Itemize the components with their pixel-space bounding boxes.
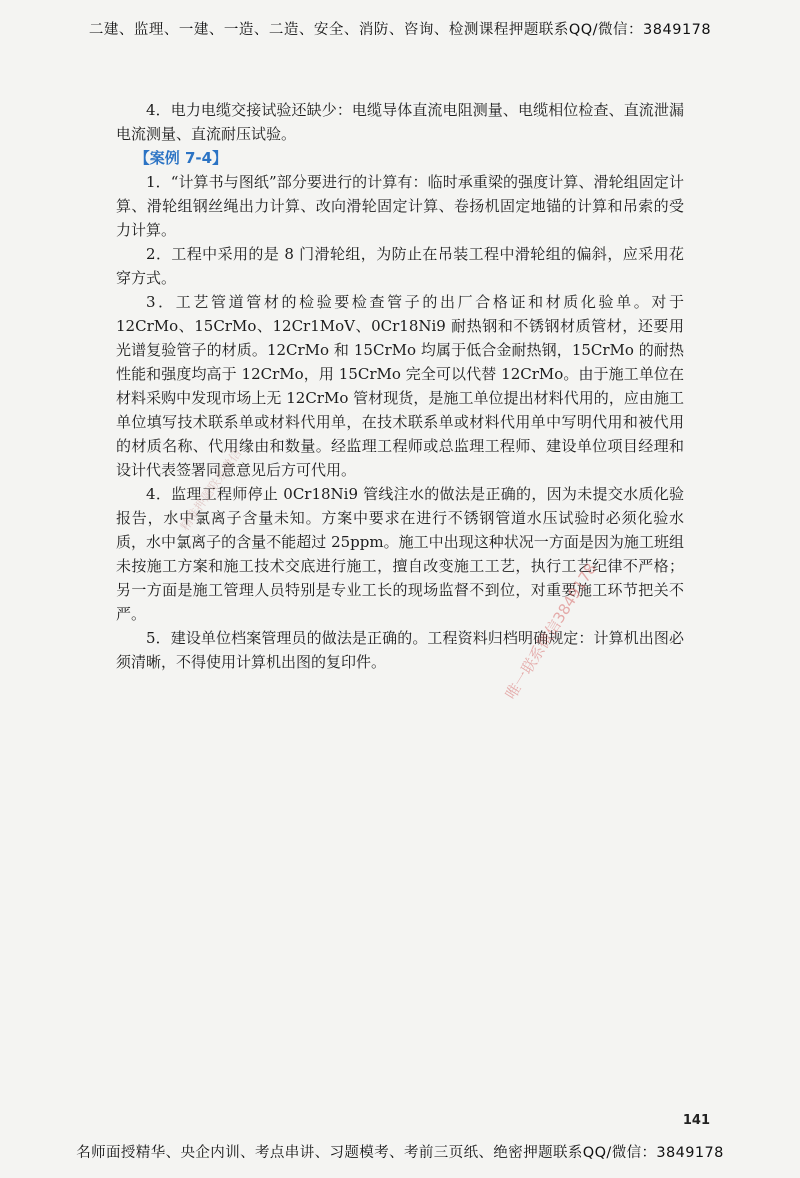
watermark-secondary: 精准押题联系微信: [177, 446, 245, 534]
watermark-primary: 唯一联系微信3849178: [501, 560, 601, 703]
answer-item-4: 4．监理工程师停止 0Cr18Ni9 管线注水的做法是正确的，因为未提交水质化验报告，水中氯离子含量未知。方案中要求在进行不锈钢管道水压试验时必须化验水质，水中氯离子的含量不能超过 25ppm。施工中出现这种状况一方面是因为施工班组未按施工方案和施工技术交底进行施工，擅自改变施工工艺，执行工艺纪律不严格；另一方面是施工管理人员特别是专业工长的现场监督不到位，对重要施工环节把关不严。: [116, 485, 684, 623]
intro-paragraph: 4．电力电缆交接试验还缺少：电缆导体直流电阻测量、电缆相位检查、直流泄漏电流测量、直流耐压试验。: [116, 101, 684, 143]
header-banner: 二建、监理、一建、一造、二造、安全、消防、咨询、检测课程押题联系QQ/微信：3849178: [88, 22, 712, 38]
answer-item-2: 2．工程中采用的是 8 门滑轮组，为防止在吊装工程中滑轮组的偏斜，应采用花穿方式。: [116, 245, 684, 287]
page-number: 141: [682, 1113, 710, 1128]
case-heading: 【案例 7-4】: [134, 149, 228, 167]
answer-item-1: 1．“计算书与图纸”部分要进行的计算有：临时承重梁的强度计算、滑轮组固定计算、滑轮组钢丝绳出力计算、改向滑轮固定计算、卷扬机固定地锚的计算和吊索的受力计算。: [116, 173, 684, 239]
page-body: [116, 98, 684, 674]
footer-banner: 名师面授精华、央企内训、考点串讲、习题模考、考前三页纸、绝密押题联系QQ/微信：3849178: [76, 1145, 724, 1161]
answer-item-3: 3．工艺管道管材的检验要检查管子的出厂合格证和材质化验单。对于 12CrMo、15CrMo、12Cr1MoV、0Cr18Ni9 耐热钢和不锈钢材质管材，还要用光谱复验管子的材质。12CrMo 和 15CrMo 均属于低合金耐热钢，15CrMo 的耐热性能和强度均高于 12CrMo，用 15CrMo 完全可以代替 12CrMo。由于施工单位在材料采购中发现市场上无 12CrMo 管材现货，是施工单位提出材料代用的，应由施工单位填写技术联系单或材料代用单，在技术联系单或材料代用单中写明代用和被代用的材质名称、代用缘由和数量。经监理工程师或总监理工程师、建设单位项目经理和设计代表签署同意意见后方可代用。: [116, 293, 684, 479]
answer-item-5: 5．建设单位档案管理员的做法是正确的。工程资料归档明确规定：计算机出图必须清晰，不得使用计算机出图的复印件。: [116, 629, 684, 671]
